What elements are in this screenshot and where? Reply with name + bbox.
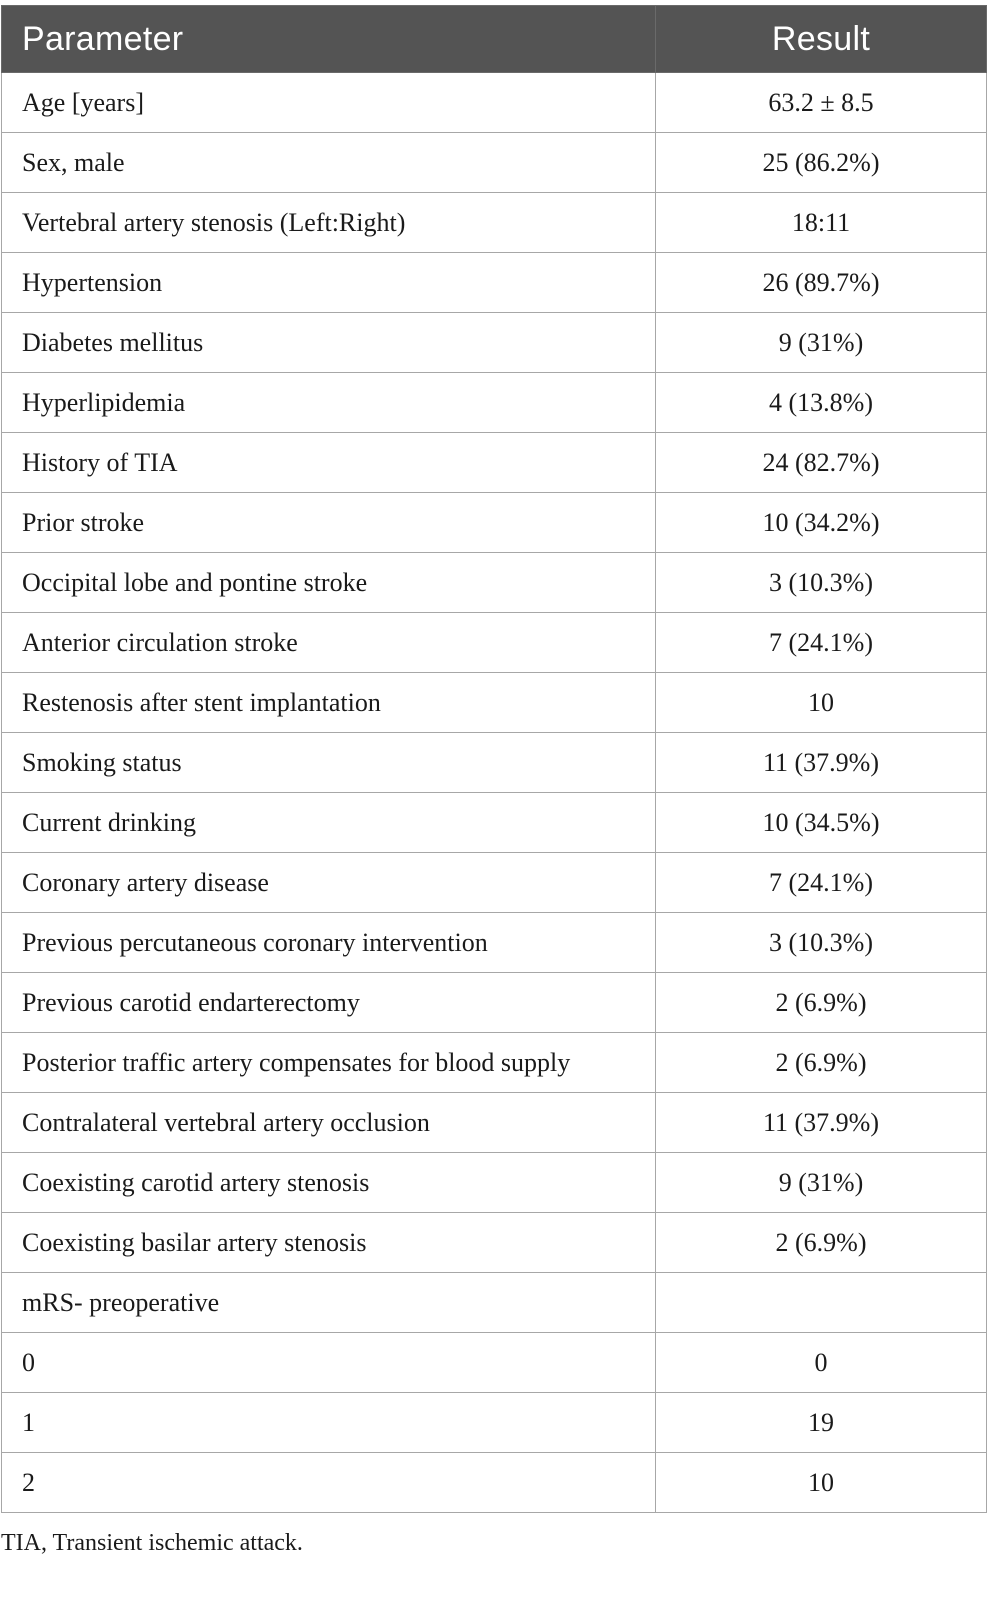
- table-row: [2, 913, 987, 973]
- parameter-cell: Posterior traffic artery compensates for blood supply: [2, 1033, 656, 1093]
- result-cell: 10: [656, 673, 987, 733]
- parameter-cell: 2: [2, 1453, 656, 1513]
- parameter-cell: Coexisting basilar artery stenosis: [2, 1213, 656, 1273]
- table-row: [2, 73, 987, 133]
- table-row: [2, 193, 987, 253]
- result-cell: 4 (13.8%): [656, 373, 987, 433]
- parameter-cell: Current drinking: [2, 793, 656, 853]
- result-cell: 63.2 ± 8.5: [656, 73, 987, 133]
- table-row: [2, 433, 987, 493]
- table-container: [1, 5, 986, 1513]
- result-cell: 11 (37.9%): [656, 733, 987, 793]
- parameter-cell: Restenosis after stent implantation: [2, 673, 656, 733]
- result-cell: 11 (37.9%): [656, 1093, 987, 1153]
- parameter-cell: Previous carotid endarterectomy: [2, 973, 656, 1033]
- table-row: [2, 1333, 987, 1393]
- table-footnote: TIA, Transient ischemic attack.: [1, 1530, 303, 1556]
- table-body: [2, 73, 987, 1513]
- result-cell: 24 (82.7%): [656, 433, 987, 493]
- parameter-cell: Diabetes mellitus: [2, 313, 656, 373]
- parameter-cell: Sex, male: [2, 133, 656, 193]
- parameter-cell: Occipital lobe and pontine stroke: [2, 553, 656, 613]
- result-cell: 9 (31%): [656, 313, 987, 373]
- table-row: [2, 313, 987, 373]
- result-cell: 10: [656, 1453, 987, 1513]
- table-row: [2, 1273, 987, 1333]
- column-header-parameter: Parameter: [2, 6, 656, 73]
- parameter-cell: Previous percutaneous coronary intervention: [2, 913, 656, 973]
- table-row: [2, 973, 987, 1033]
- parameter-cell: Hyperlipidemia: [2, 373, 656, 433]
- result-cell: 2 (6.9%): [656, 1033, 987, 1093]
- table-row: [2, 853, 987, 913]
- baseline-characteristics-table: [1, 5, 987, 1513]
- parameter-cell: 1: [2, 1393, 656, 1453]
- header-row: [2, 6, 987, 73]
- table-row: [2, 373, 987, 433]
- result-cell: 2 (6.9%): [656, 973, 987, 1033]
- table-row: [2, 733, 987, 793]
- table-row: [2, 493, 987, 553]
- table-row: [2, 1033, 987, 1093]
- parameter-cell: Coronary artery disease: [2, 853, 656, 913]
- table-row: [2, 133, 987, 193]
- result-cell: 10 (34.2%): [656, 493, 987, 553]
- parameter-cell: 0: [2, 1333, 656, 1393]
- result-cell: 18:11: [656, 193, 987, 253]
- parameter-cell: mRS- preoperative: [2, 1273, 656, 1333]
- table-header: [2, 6, 987, 73]
- column-header-result: Result: [656, 6, 987, 73]
- result-cell: 7 (24.1%): [656, 853, 987, 913]
- parameter-cell: Contralateral vertebral artery occlusion: [2, 1093, 656, 1153]
- table-row: [2, 553, 987, 613]
- table-row: [2, 1453, 987, 1513]
- table-row: [2, 1213, 987, 1273]
- result-cell: 2 (6.9%): [656, 1213, 987, 1273]
- result-cell: 10 (34.5%): [656, 793, 987, 853]
- table-row: [2, 673, 987, 733]
- result-cell: 3 (10.3%): [656, 553, 987, 613]
- parameter-cell: History of TIA: [2, 433, 656, 493]
- result-cell: 19: [656, 1393, 987, 1453]
- result-cell: [656, 1273, 987, 1333]
- table-row: [2, 253, 987, 313]
- result-cell: 0: [656, 1333, 987, 1393]
- parameter-cell: Hypertension: [2, 253, 656, 313]
- table-row: [2, 1093, 987, 1153]
- result-cell: 3 (10.3%): [656, 913, 987, 973]
- parameter-cell: Coexisting carotid artery stenosis: [2, 1153, 656, 1213]
- result-cell: 26 (89.7%): [656, 253, 987, 313]
- table-row: [2, 793, 987, 853]
- table-row: [2, 613, 987, 673]
- table-row: [2, 1393, 987, 1453]
- result-cell: 25 (86.2%): [656, 133, 987, 193]
- parameter-cell: Age [years]: [2, 73, 656, 133]
- parameter-cell: Vertebral artery stenosis (Left:Right): [2, 193, 656, 253]
- result-cell: 9 (31%): [656, 1153, 987, 1213]
- table-row: [2, 1153, 987, 1213]
- parameter-cell: Smoking status: [2, 733, 656, 793]
- parameter-cell: Prior stroke: [2, 493, 656, 553]
- parameter-cell: Anterior circulation stroke: [2, 613, 656, 673]
- result-cell: 7 (24.1%): [656, 613, 987, 673]
